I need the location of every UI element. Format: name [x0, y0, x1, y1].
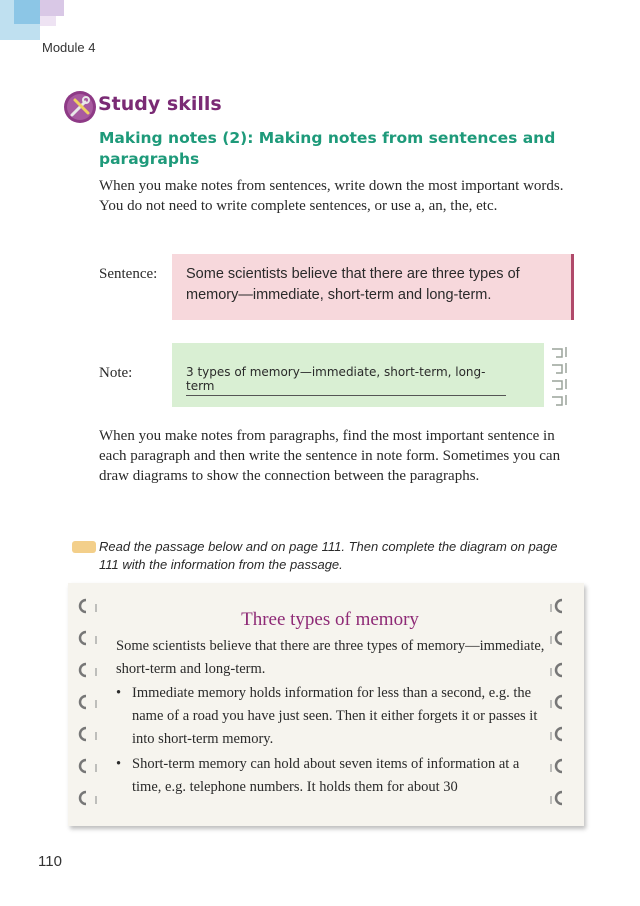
note-text: 3 types of memory—immediate, short-term, long-term — [186, 365, 506, 396]
notebook-rings-left — [72, 590, 102, 822]
module-label: Module 4 — [42, 40, 96, 55]
corner-decoration — [0, 0, 80, 40]
sentence-label: Sentence: — [99, 266, 158, 282]
page-number: 110 — [38, 853, 62, 870]
notebook-rings-right — [546, 590, 576, 822]
passage-intro: Some scientists believe that there are three types of memory—immediate, short-term and long-term. — [116, 638, 545, 677]
passage-title: Three types of memory — [241, 609, 419, 630]
intro-paragraph: When you make notes from sentences, write down the most important words. You do not need to write complete sentences, or use a, an, the, etc. — [99, 178, 564, 214]
sentence-text: Some scientists believe that there are three types of memory—immediate, short-term and long-term. — [186, 266, 520, 303]
section-title: Study skills — [98, 93, 222, 115]
section-subtitle: Making notes (2): Making notes from sentences and paragraphs — [99, 129, 556, 168]
note-label: Note: — [99, 365, 133, 381]
list-item: • Short-term memory can hold about seven items of information at a time, e.g. telephone numbers. It holds them for about 30 — [116, 753, 546, 799]
instruction-text: Read the passage below and on page 111. Then complete the diagram on page 111 with the information from the passage. — [99, 539, 558, 572]
passage-bullet-list — [116, 682, 546, 801]
tools-icon — [63, 90, 97, 124]
list-item: • Immediate memory holds information for less than a second, e.g. the name of a road you have just seen. Then it either forgets it or passes it into short-term memory. — [116, 682, 546, 751]
bracket-decoration-icon — [546, 343, 574, 409]
instruction-marker — [72, 541, 96, 553]
paragraphs-explanation: When you make notes from paragraphs, find the most important sentence in each paragraph and then write the sentence in note form. Sometimes you can draw diagrams to show the connection between the paragraphs. — [99, 428, 561, 484]
note-box — [172, 343, 544, 407]
sentence-box — [172, 254, 574, 320]
